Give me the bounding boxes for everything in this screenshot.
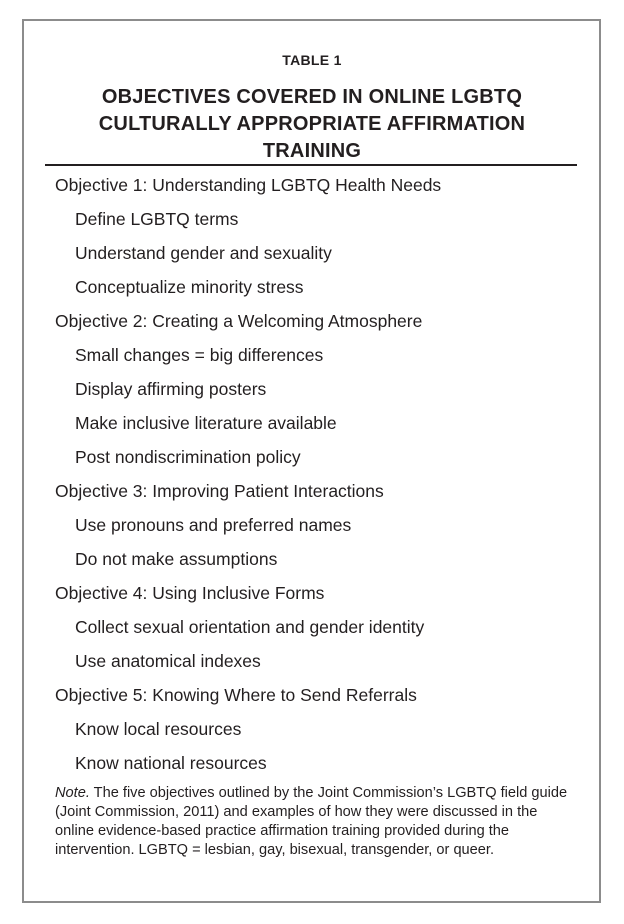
objective-example: Define LGBTQ terms — [75, 209, 239, 229]
objective-heading: Objective 4: Using Inclusive Forms — [55, 583, 325, 603]
title-rule — [45, 164, 577, 166]
objective-example: Use pronouns and preferred names — [75, 515, 352, 535]
table-note — [55, 784, 570, 860]
objective-example: Post nondiscrimination policy — [75, 447, 301, 467]
note-text: The five objectives outlined by the Joint Commission’s LGBTQ field guide (Joint Commission, 2011) and examples of how they were discussed in the online evidence-based practice affirmation training provided during the intervention. LGBTQ = lesbian, gay, bisexual, transgender, or queer. — [55, 785, 568, 858]
objective-example: Understand gender and sexuality — [75, 243, 332, 263]
objective-heading: Objective 5: Knowing Where to Send Referrals — [55, 685, 417, 705]
objective-example: Make inclusive literature available — [75, 413, 337, 433]
objective-example: Use anatomical indexes — [75, 651, 261, 671]
objective-example: Do not make assumptions — [75, 549, 278, 569]
objective-example: Know national resources — [75, 753, 267, 773]
objective-example: Display affirming posters — [75, 379, 267, 399]
objective-heading: Objective 2: Creating a Welcoming Atmosphere — [55, 311, 423, 331]
table-title-line: CULTURALLY APPROPRIATE AFFIRMATION — [98, 113, 526, 135]
table-title-line: TRAINING — [262, 140, 362, 162]
table-title-line: OBJECTIVES COVERED IN ONLINE LGBTQ — [101, 86, 523, 108]
objective-example: Small changes = big differences — [75, 345, 324, 365]
note-label: Note. — [55, 785, 90, 801]
objective-example: Conceptualize minority stress — [75, 277, 304, 297]
objectives-list — [0, 171, 624, 783]
objective-example: Collect sexual orientation and gender identity — [75, 617, 425, 637]
table-label: TABLE 1 — [282, 52, 342, 68]
table-title — [60, 84, 564, 165]
objective-heading: Objective 3: Improving Patient Interactions — [55, 481, 384, 501]
objective-heading: Objective 1: Understanding LGBTQ Health Needs — [55, 175, 442, 195]
objective-example: Know local resources — [75, 719, 242, 739]
